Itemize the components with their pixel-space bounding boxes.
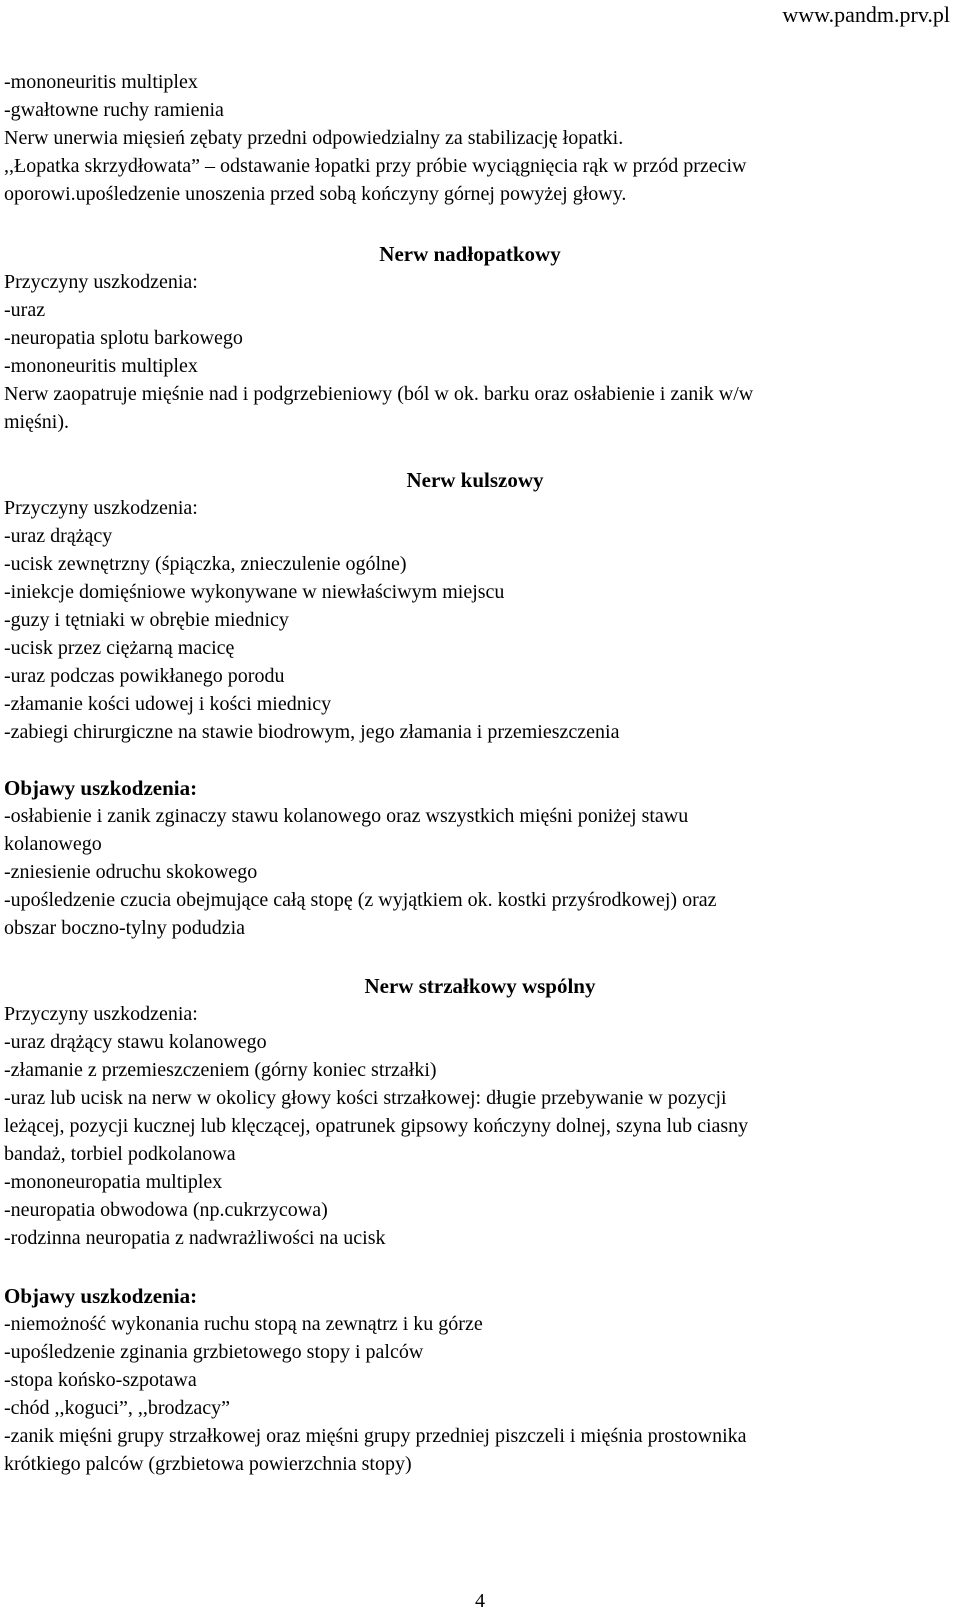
list-item: -stopa końsko-szpotawa — [4, 1369, 197, 1391]
list-item: bandaż, torbiel podkolanowa — [4, 1143, 236, 1165]
list-item: -neuropatia splotu barkowego — [4, 327, 243, 349]
list-item: -zabiegi chirurgiczne na stawie biodrowym, jego złamania i przemieszczenia — [4, 721, 620, 743]
section-heading-kulszowy: Nerw kulszowy — [406, 468, 544, 492]
list-item: -złamanie z przemieszczeniem (górny koniec strzałki) — [4, 1059, 437, 1081]
list-item: krótkiego palców (grzbietowa powierzchnia stopy) — [4, 1453, 412, 1475]
text-line: -mononeuritis multiplex — [4, 71, 198, 93]
text-line: Nerw zaopatruje mięśnie nad i podgrzebieniowy (ból w ok. barku oraz osłabienie i zanik w/w — [4, 383, 754, 405]
text-line: ,,Łopatka skrzydłowata” – odstawanie łopatki przy próbie wyciągnięcia rąk w przód przeciw — [4, 155, 747, 177]
list-item: -złamanie kości udowej i kości miednicy — [4, 693, 332, 715]
list-item: -chód ,,koguci”, ,,brodzacy” — [4, 1397, 231, 1419]
list-item: -niemożność wykonania ruchu stopą na zewnątrz i ku górze — [4, 1313, 483, 1335]
list-item: -neuropatia obwodowa (np.cukrzycowa) — [4, 1199, 328, 1221]
causes-label: Przyczyny uszkodzenia: — [4, 271, 198, 293]
list-item: -ucisk zewnętrzny (śpiączka, znieczulenie ogólne) — [4, 553, 407, 575]
list-item: -uraz lub ucisk na nerw w okolicy głowy kości strzałkowej: długie przebywanie w pozycji — [4, 1087, 727, 1109]
list-item: -upośledzenie zginania grzbietowego stopy i palców — [4, 1341, 424, 1363]
text-line: Nerw unerwia mięsień zębaty przedni odpowiedzialny za stabilizację łopatki. — [4, 127, 624, 149]
text-line: oporowi.upośledzenie unoszenia przed sobą kończyny górnej powyżej głowy. — [4, 183, 627, 205]
section-kulszowy-symptoms — [4, 774, 934, 942]
list-item: -uraz podczas powikłanego porodu — [4, 665, 285, 687]
section-nadlopatkowy — [4, 268, 934, 436]
list-item: -uraz drążący — [4, 525, 113, 547]
section-heading-nadlopatkowy: Nerw nadłopatkowy — [379, 242, 561, 266]
list-item: -uraz — [4, 299, 46, 321]
list-item: -iniekcje domięśniowe wykonywane w niewłaściwym miejscu — [4, 581, 505, 603]
symptoms-label: Objawy uszkodzenia: — [4, 776, 198, 800]
section-heading-strzalkowy: Nerw strzałkowy wspólny — [364, 974, 596, 998]
list-item: obszar boczno-tylny podudzia — [4, 917, 246, 939]
symptoms-label: Objawy uszkodzenia: — [4, 1284, 198, 1308]
list-item: kolanowego — [4, 833, 102, 855]
causes-label: Przyczyny uszkodzenia: — [4, 1003, 198, 1025]
section-strzalkowy-symptoms — [4, 1282, 934, 1478]
page-number: 4 — [475, 1590, 485, 1612]
intro-section — [4, 68, 934, 208]
section-kulszowy-causes — [4, 494, 934, 746]
text-line: -gwałtowne ruchy ramienia — [4, 99, 224, 121]
list-item: -guzy i tętniaki w obrębie miednicy — [4, 609, 289, 631]
header-url: www.pandm.prv.pl — [782, 2, 950, 27]
list-item: -rodzinna neuropatia z nadwrażliwości na ucisk — [4, 1227, 386, 1249]
causes-label: Przyczyny uszkodzenia: — [4, 497, 198, 519]
list-item: -mononeuropatia multiplex — [4, 1171, 223, 1193]
list-item: -ucisk przez ciężarną macicę — [4, 637, 235, 659]
list-item: -mononeuritis multiplex — [4, 355, 198, 377]
text-line: mięśni). — [4, 411, 69, 433]
list-item: -uraz drążący stawu kolanowego — [4, 1031, 267, 1053]
list-item: leżącej, pozycji kucznej lub klęczącej, opatrunek gipsowy kończyny dolnej, szyna lub ciasny — [4, 1115, 749, 1137]
list-item: -upośledzenie czucia obejmujące całą stopę (z wyjątkiem ok. kostki przyśrodkowej) oraz — [4, 889, 717, 911]
list-item: -zanik mięśni grupy strzałkowej oraz mięśni grupy przedniej piszczeli i mięśnia prostownika — [4, 1425, 747, 1447]
section-strzalkowy-causes — [4, 1000, 934, 1252]
list-item: -osłabienie i zanik zginaczy stawu kolanowego oraz wszystkich mięśni poniżej stawu — [4, 805, 689, 827]
list-item: -zniesienie odruchu skokowego — [4, 861, 258, 883]
